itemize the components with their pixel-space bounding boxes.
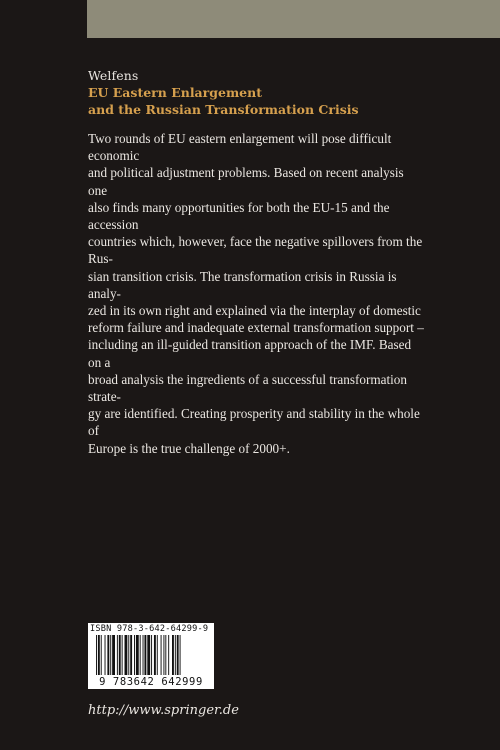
barcode-bar: [101, 635, 102, 675]
barcode-bar: [180, 635, 181, 675]
description-line: countries which, however, face the negative spillovers from the Rus-: [88, 234, 423, 267]
barcode-digits: 9 783642 642999: [88, 676, 214, 688]
description-line: reform failure and inadequate external transformation support –: [88, 320, 424, 336]
barcode-bar: [163, 635, 164, 675]
barcode-bar: [117, 635, 118, 675]
book-description: [88, 130, 424, 457]
barcode-bar: [175, 635, 176, 675]
barcode-bar: [125, 635, 128, 675]
description-line: sian transition crisis. The transformation crisis in Russia is analy-: [88, 268, 397, 301]
barcode-bar: [172, 635, 174, 675]
barcode-bar: [140, 635, 141, 675]
top-color-band: [87, 0, 500, 38]
book-title: [88, 84, 418, 118]
author-name: Welfens: [88, 68, 139, 83]
book-title-line-1: EU Eastern Enlargement: [88, 85, 262, 100]
description-line: and political adjustment problems. Based on recent analysis one: [88, 165, 404, 198]
description-line: Europe is the true challenge of 2000+.: [88, 440, 290, 456]
barcode-bar: [110, 635, 111, 675]
barcode-bar: [128, 635, 129, 675]
book-title-line-2: and the Russian Transformation Crisis: [88, 102, 359, 117]
description-line: including an ill-guided transition approach of the IMF. Based on a: [88, 337, 412, 370]
barcode-bars: [96, 635, 208, 675]
barcode-bar: [130, 635, 132, 675]
description-line: gy are identified. Creating prosperity and stability in the whole of: [88, 406, 420, 439]
barcode-bar: [134, 635, 135, 675]
barcode-bar: [107, 635, 109, 675]
barcode-bar: [144, 635, 146, 675]
description-line: also finds many opportunities for both the EU-15 and the accession: [88, 199, 390, 233]
barcode-bar: [136, 635, 139, 675]
barcode-bar: [168, 635, 169, 675]
barcode-bar: [161, 635, 162, 675]
barcode-bar: [122, 635, 123, 675]
barcode-bar: [151, 635, 152, 675]
barcode-bar: [143, 635, 144, 675]
barcode-bar: [96, 635, 97, 675]
barcode-bar: [165, 635, 166, 675]
description-line: broad analysis the ingredients of a successful transformation strate-: [88, 371, 407, 405]
barcode-bar: [119, 635, 121, 675]
barcode-bar: [157, 635, 158, 675]
barcode-bar: [177, 635, 179, 675]
description-line: zed in its own right and explained via the interplay of domestic: [88, 303, 421, 319]
isbn-label: ISBN 978-3-642-64299-9: [90, 624, 209, 634]
barcode-bar: [105, 635, 106, 675]
isbn-barcode: [88, 623, 214, 689]
barcode-bar: [98, 635, 100, 675]
barcode-bar: [154, 635, 156, 675]
barcode-bar: [147, 635, 150, 675]
publisher-url: http://www.springer.de: [88, 703, 239, 718]
barcode-bar: [112, 635, 115, 675]
description-line: Two rounds of EU eastern enlargement will pose difficult economic: [88, 131, 392, 164]
